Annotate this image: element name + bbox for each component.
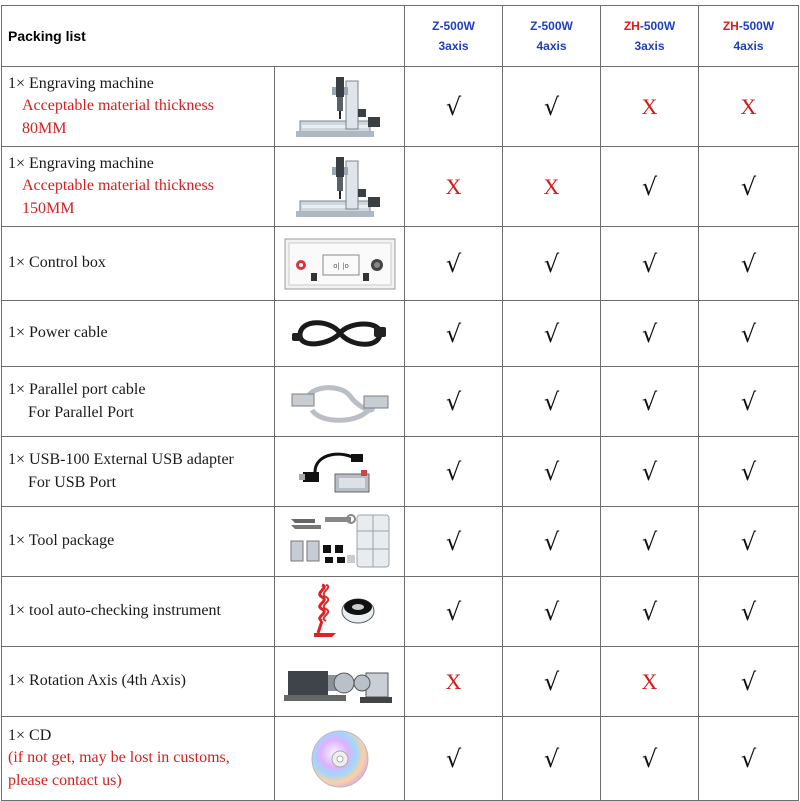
check-mark: √ (543, 527, 560, 556)
mark-cell (503, 577, 601, 647)
check-mark: √ (740, 172, 757, 201)
check-mark: √ (641, 319, 658, 348)
check-mark: √ (445, 319, 462, 348)
item-note: 150MM (22, 199, 75, 217)
model-header-2 (601, 6, 699, 67)
mark-cell (405, 647, 503, 717)
mark-cell (601, 67, 699, 147)
item-name: 1× Parallel port cable (8, 381, 146, 398)
mark-cell (405, 301, 503, 367)
item-description (2, 147, 275, 227)
mark-cell (601, 507, 699, 577)
mark-cell (699, 437, 799, 507)
item-image (275, 67, 405, 147)
model-header-0 (405, 6, 503, 67)
check-mark: √ (740, 319, 757, 348)
check-mark: √ (543, 92, 560, 121)
check-mark: √ (641, 744, 658, 773)
item-name: 1× tool auto-checking instrument (8, 602, 221, 620)
item-description (2, 437, 275, 507)
check-mark: √ (641, 387, 658, 416)
item-description (2, 301, 275, 367)
item-description (2, 67, 275, 147)
mark-cell (503, 67, 601, 147)
header-row (2, 6, 799, 67)
check-mark: √ (445, 527, 462, 556)
model-axis: 3axis (438, 39, 469, 53)
model-axis: 3axis (634, 39, 665, 53)
item-image (275, 301, 405, 367)
check-mark: √ (543, 319, 560, 348)
model-prefix: Z (722, 19, 731, 33)
control-box-icon (275, 233, 404, 295)
cd-icon (275, 728, 404, 790)
mark-cell (601, 647, 699, 717)
mark-cell (601, 301, 699, 367)
packing-list-table (1, 5, 799, 801)
power-cable-icon (275, 313, 404, 355)
mark-cell (405, 437, 503, 507)
engraving-machine-icon (275, 73, 404, 141)
item-note: (if not get, may be lost in customs, (8, 749, 230, 767)
item-name: 1× USB-100 External USB adapter (8, 451, 234, 468)
item-subtitle: For USB Port (28, 473, 117, 491)
item-name: 1× Tool package (8, 532, 115, 550)
check-mark: √ (641, 249, 658, 278)
check-mark: √ (543, 457, 560, 486)
check-mark: √ (740, 597, 757, 626)
mark-cell (503, 717, 601, 801)
x-mark: X (543, 173, 560, 199)
model-prefix: Z (530, 19, 538, 33)
check-mark: √ (543, 387, 560, 416)
check-mark: √ (641, 597, 658, 626)
x-mark: X (641, 93, 658, 119)
mark-cell (699, 227, 799, 301)
usb-adapter-icon (275, 442, 404, 502)
table-row (2, 67, 799, 147)
check-mark: √ (740, 249, 757, 278)
mark-cell (503, 437, 601, 507)
mark-cell (405, 367, 503, 437)
check-mark: √ (641, 527, 658, 556)
mark-cell (601, 147, 699, 227)
item-name: 1× Rotation Axis (4th Axis) (8, 672, 186, 690)
table-row (2, 147, 799, 227)
model-prefix: Z (432, 19, 440, 33)
item-description (2, 647, 275, 717)
mark-cell (503, 147, 601, 227)
check-mark: √ (445, 597, 462, 626)
mark-cell (699, 717, 799, 801)
model-header-3 (699, 6, 799, 67)
check-mark: √ (543, 744, 560, 773)
check-mark: √ (543, 667, 560, 696)
model-axis: 4axis (733, 39, 764, 53)
mark-cell (503, 301, 601, 367)
mark-cell (503, 227, 601, 301)
mark-cell (503, 647, 601, 717)
item-description (2, 577, 275, 647)
engraving-machine-icon (275, 153, 404, 221)
table-row (2, 507, 799, 577)
check-mark: √ (445, 457, 462, 486)
item-description (2, 367, 275, 437)
model-red-part: H (730, 19, 739, 33)
mark-cell (601, 577, 699, 647)
mark-cell (601, 437, 699, 507)
item-image (275, 507, 405, 577)
mark-cell (503, 367, 601, 437)
rotation-axis-icon (275, 651, 404, 713)
table-row (2, 647, 799, 717)
mark-cell (405, 577, 503, 647)
item-image (275, 147, 405, 227)
item-image (275, 227, 405, 301)
parallel-cable-icon (275, 376, 404, 428)
item-subtitle: For Parallel Port (28, 403, 134, 421)
table-row (2, 227, 799, 301)
item-note: please contact us) (8, 771, 122, 789)
mark-cell (405, 147, 503, 227)
mark-cell (601, 367, 699, 437)
table-row (2, 301, 799, 367)
model-red-part: H (631, 19, 640, 33)
item-name: 1× CD (8, 726, 52, 744)
check-mark: √ (740, 527, 757, 556)
check-mark: √ (740, 457, 757, 486)
check-mark: √ (641, 457, 658, 486)
model-prefix: Z (623, 19, 632, 33)
mark-cell (601, 717, 699, 801)
model-suffix: -500W (738, 19, 775, 33)
check-mark: √ (740, 744, 757, 773)
table-row (2, 577, 799, 647)
check-mark: √ (445, 744, 462, 773)
tool-checker-icon (275, 581, 404, 643)
model-suffix: -500W (537, 19, 573, 33)
mark-cell (405, 717, 503, 801)
mark-cell (601, 227, 699, 301)
item-name: 1× Engraving machine (8, 154, 154, 172)
mark-cell (699, 301, 799, 367)
mark-cell (405, 67, 503, 147)
check-mark: √ (740, 667, 757, 696)
mark-cell (503, 507, 601, 577)
item-note: 80MM (22, 119, 67, 137)
item-note: Acceptable material thickness (22, 177, 214, 195)
model-suffix: -500W (639, 19, 676, 33)
check-mark: √ (641, 172, 658, 201)
item-name: 1× Engraving machine (8, 74, 154, 92)
table-row (2, 717, 799, 801)
x-mark: X (445, 668, 462, 694)
item-description (2, 507, 275, 577)
x-mark: X (445, 173, 462, 199)
packing-list-title: Packing list (2, 6, 405, 67)
check-mark: √ (445, 92, 462, 121)
mark-cell (699, 67, 799, 147)
table-row (2, 367, 799, 437)
mark-cell (699, 577, 799, 647)
item-image (275, 437, 405, 507)
mark-cell (405, 507, 503, 577)
item-description (2, 227, 275, 301)
mark-cell (699, 647, 799, 717)
item-image (275, 577, 405, 647)
item-image (275, 367, 405, 437)
mark-cell (699, 367, 799, 437)
model-header-1 (503, 6, 601, 67)
item-image (275, 647, 405, 717)
svg-text:o| |o: o| |o (332, 261, 349, 270)
mark-cell (405, 227, 503, 301)
model-axis: 4axis (536, 39, 567, 53)
mark-cell (699, 507, 799, 577)
x-mark: X (641, 668, 658, 694)
item-image (275, 717, 405, 801)
item-note: Acceptable material thickness (22, 97, 214, 115)
check-mark: √ (543, 597, 560, 626)
item-name: 1× Power cable (8, 324, 108, 342)
tool-package-icon (275, 511, 404, 573)
check-mark: √ (740, 387, 757, 416)
item-name: 1× Control box (8, 254, 106, 272)
x-mark: X (740, 93, 757, 119)
model-suffix: -500W (439, 19, 475, 33)
check-mark: √ (543, 249, 560, 278)
mark-cell (699, 147, 799, 227)
check-mark: √ (445, 387, 462, 416)
item-description (2, 717, 275, 801)
table-row (2, 437, 799, 507)
check-mark: √ (445, 249, 462, 278)
